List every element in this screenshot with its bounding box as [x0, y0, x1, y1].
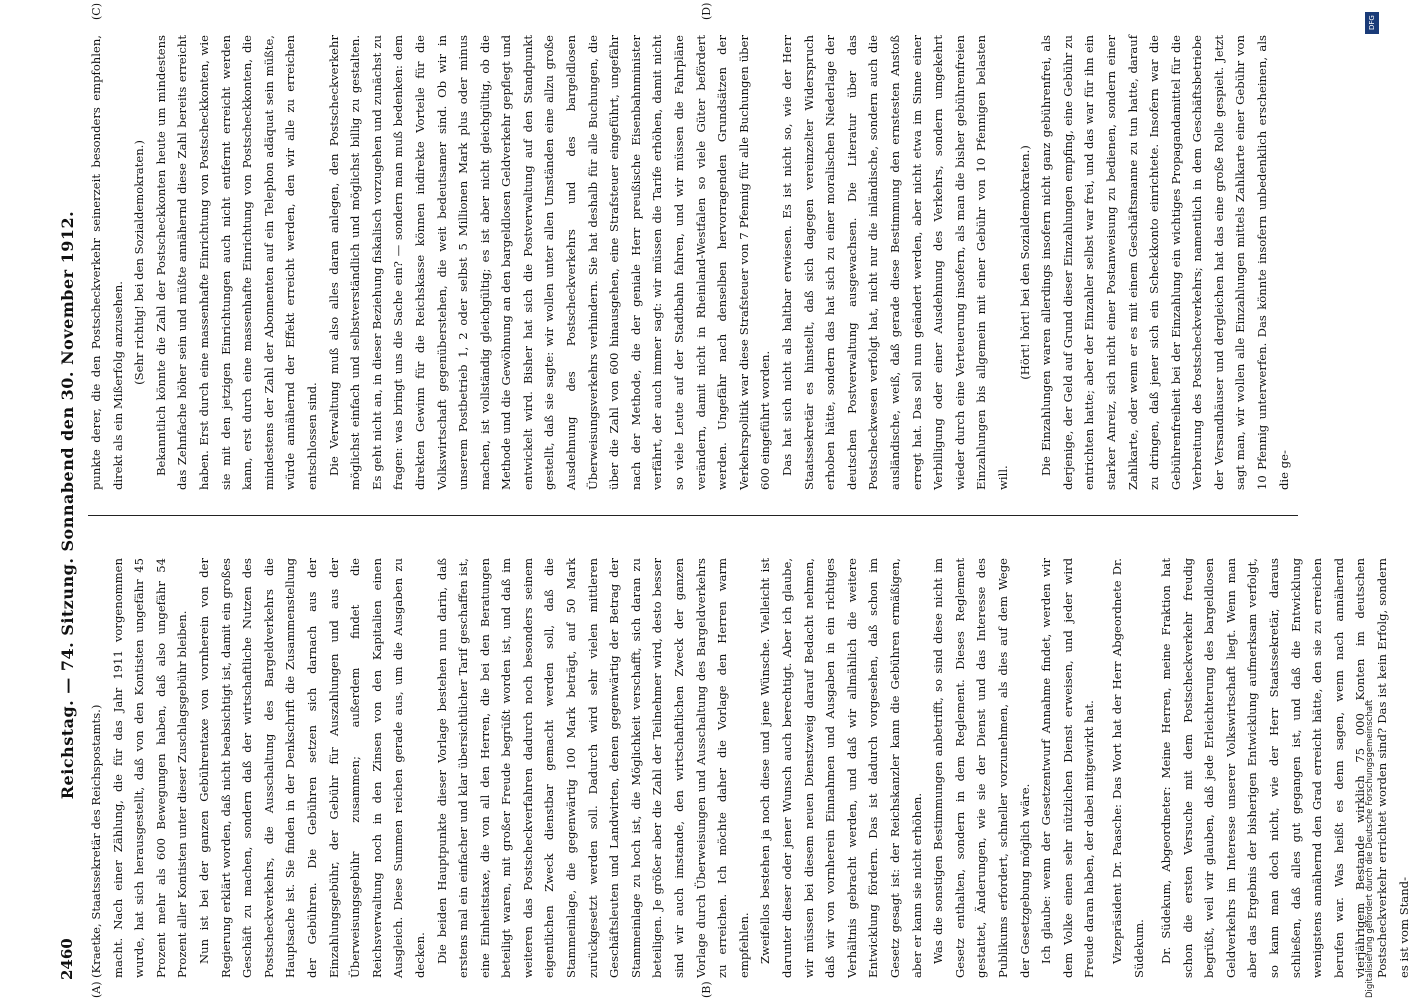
interjection: (Hört! hört! bei den Sozialdemokraten.)	[1017, 145, 1032, 380]
right-column	[86, 35, 1295, 490]
paragraph: Zweifellos bestehen ja noch diese und jene Wünsche. Vielleicht ist darunter dieser oder jener Wunsch auch berechtigt. Aber ich glaube, wir müssen bei diesem neuen Dienstzweig darauf Bedacht nehmen, daß wir von vornherein Einnahmen und Ausgaben in ein richtiges Verhältnis gebracht werden, und daß wir allmählich die weitere Entwicklung fördern. Das ist dadurch vorgesehen, daß schon im Gesetz gesagt ist: der Reichskanzler kann die Gebühren ermäßigen, aber er kann sie nicht erhöhen.	[758, 558, 924, 978]
page-header	[58, 30, 82, 980]
paragraph: Ich glaube: wenn der Gesetzentwurf Annahme findet, werden wir dem Volke einen sehr nützlichen Dienst erweisen, und jeder wird Freude daran haben, der dabei mitgewirkt hat.	[1039, 558, 1097, 978]
credit-text: Digitalisierung gefördert durch die Deutsche Forschungsgemeinschaft	[1365, 699, 1375, 998]
speaker-note: (Kraetke, Staatssekretär des Reichspostamts.)	[89, 704, 103, 978]
paragraph: Dr. Südekum, Abgeordneter: Meine Herren, meine Fraktion hat schon die ersten Versuche mit dem Postscheckverkehr freudig begrüßt, weil wir glauben, daß jede Erleichterung des bargeldlosen Geldverkehrs im Interesse unserer Volkswirtschaft liegt. Wenn man aber das Ergebnis der bisherigen Entwicklung aufmerksam verfolgt, so kann man doch nicht, wie der Herr Staatssekretär, daraus schließen, daß alles gut gegangen ist, und daß die Entwicklung wenigstens annähernd den Grad erreicht hätte, den sie zu erreichen berufen war. Was heißt es denn sagen, wenn nach annähernd vierjährigem Bestande wirklich 75 000 Konten im deutschen Postscheckverkehr errichtet worden sind? Das ist kein Erfolg, sondern es ist vom Stand-	[1159, 558, 1411, 978]
paragraph: macht. Nach einer Zählung, die für das Jahr 1911 vorgenommen wurde, hat sich herausgestellt, daß von den Kontisten ungefähr 45 Prozent mehr als 600 Bewegungen haben, daß also ungefähr 54 Prozent aller Kontisten unter dieser Zuschlagsgebühr bleiben.	[110, 558, 190, 978]
paragraph: Was die sonstigen Bestimmungen anbetrifft, so sind diese nicht im Gesetz enthalten, sondern in dem Reglement. Dieses Reglement gestattet, Änderungen, wie sie der Dienst und das Interesse des Publikums erfordert, schneller vorzunehmen, als dies auf dem Wege der Gesetzgebung möglich wäre.	[931, 558, 1032, 978]
margin-marker-a: (A)	[90, 981, 103, 998]
margin-marker-d: (D)	[700, 2, 713, 20]
page-number: 2460	[58, 938, 76, 980]
interjection: (Sehr richtig! bei den Sozialdemokraten.)	[132, 140, 147, 385]
margin-marker-c: (C)	[90, 3, 103, 20]
paragraph: Nun ist bei der ganzen Gebührentaxe von vornherein von der Regierung erklärt worden, daß nicht beabsichtigt ist, damit ein großes Geschäft zu machen, sondern daß der wirtschaftliche Nutzen des Postscheckverkehrs, die Ausschaltung des Bargeldverkehrs die Hauptsache ist. Sie finden in der Denkschrift die Zusammenstellung der Gebühren. Die Gebühren setzen sich darnach aus der Einzahlungsgebühr, der Gebühr für Auszahlungen und aus der Überweisungsgebühr zusammen; außerdem findet die Reichsverwaltung noch in den Zinsen von den Kapitalien einen Ausgleich. Diese Summen reichen gerade aus, um die Ausgaben zu decken.	[196, 558, 427, 978]
paragraph: Die Verwaltung muß also alles daran anlegen, den Postscheckverkehr möglichst einfach und selbstverständlich und möglichst billig zu gestalten. Es geht nicht an, in dieser Beziehung fiskalisch vorzugehen und zunächst zu fragen: was bringt uns die Sache ein? — sondern man muß bedenken: dem direkten Gewinn für die Reichskasse können indirekte Vorteile für die Volkswirtschaft gegenüberstehen, die weit bedeutsamer sind. Ob wir in unserem Postbetrieb 1, 2 oder selbst 5 Millionen Mark plus oder minus machen, ist vollständig gleichgültig; es ist aber nicht gleichgültig, ob die Methode und die Gewöhnung an den bargeldlosen Geldverkehr gepflegt und entwickelt wird. Bisher hat sich die Postverwaltung auf den Standpunkt gestellt, daß sie sagte: wir wollen unter allen Umständen eine allzu große Ausdehnung des Postscheckverkehrs und des bargeldlosen Überweisungsverkehrs verhindern. Sie hat deshalb für alle Buchungen, die über die Zahl von 600 hinausgehen, eine Strafsteuer eingeführt, ungefähr nach der Methode, die der geniale Herr preußische Eisenbahnminister verfährt, der auch immer sagt: wir müssen die Tarife erhöhen, damit nicht so viele Leute auf der Stadtbahn fahren, und wir müssen die Fahrpläne verändern, damit nicht in Rheinland-Westfalen so viele Güter befördert werden. Ungefähr nach denselben hervorragenden Grundsätzen der Verkehrspolitik war diese Strafsteuer von 7 Pfennig für alle Buchungen über 600 eingeführt worden.	[326, 35, 773, 490]
paragraph: punkte derer, die den Postscheckverkehr seinerzeit besonders empfohlen, direkt als ein Mißerfolg anzusehen.	[89, 35, 125, 490]
digitization-credit	[1365, 12, 1379, 1002]
paragraph: Die beiden Hauptpunkte dieser Vorlage bestehen nun darin, daß erstens mal ein einfacher und klar übersichtlicher Tarif geschaffen ist, eine Einheitstaxe, die von all den Herren, die bei den Beratungen beteiligt waren, mit großer Freude begrüßt worden ist, und daß im weiteren das Postscheckverfahren dadurch noch besonders seinem eigentlichen Zweck dienstbar gemacht werden soll, daß die Stammeinlage, die gegenwärtig 100 Mark beträgt, auf 50 Mark zurückgesetzt werden soll. Dadurch wird sehr vielen mittleren Geschäftsleuten und Landwirten, denen gegenwärtig der Betrag der Stammeinlage zu hoch ist, die Möglichkeit verschafft, sich daran zu beteiligen. Je größer aber die Zahl der Teilnehmer wird, desto besser sind wir auch imstande, den wirtschaftlichen Zweck der ganzen Vorlage durch Überweisungen und Ausschaltung des Bargeldverkehrs zu erreichen. Ich möchte daher die Vorlage den Herren warm empfehlen.	[434, 558, 751, 978]
paragraph: Die Einzahlungen waren allerdings insofern nicht ganz gebührenfrei, als derjenige, der Geld auf Grund dieser Einzahlungen empfing, eine Gebühr zu entrichten hatte; aber der Einzahler selbst war frei, und das war für ihn ein starker Anreiz, sich nicht einer Postanweisung zu bedienen, sondern einer Zahlkarte, oder wenn er es mit einem Geschäftsmanne zu tun hatte, darauf zu dringen, daß jener sich ein Scheckkonto einrichtete. Insofern war die Gebührenfreiheit bei der Einzahlung ein wichtiges Propagandamittel für die Verbreitung des Postscheckverkehrs; namentlich in dem Geschäftsbetriebe der Versandhäuser und dergleichen hat das eine große Rolle gespielt. Jetzt sagt man, wir wollen alle Einzahlungen mittels Zahlkarte einer Gebühr von 10 Pfennig unterwerfen. Das könnte insofern unbedenklich erscheinen, als die ge-	[1039, 35, 1291, 490]
speaker-intro: Vizepräsident Dr. Paasche: Das Wort hat der Herr Abgeordnete Dr. Südekum.	[1109, 558, 1146, 978]
page-title: Reichstag. — 74. Sitzung. Sonnabend den 30. November 1912.	[58, 210, 77, 800]
paragraph: Bekanntlich könnte die Zahl der Postscheckkonten heute um mindestens das Zehnfache höher sein und müßte annähernd diese Zahl bereits erreicht haben. Erst durch eine massenhafte Einrichtung von Postscheckkonten, wie sie mit den jetzigen Einrichtungen auch nicht entfernt erreicht werden kann, erst durch eine massenhafte Einrichtung von Postscheckkonten, die mindestens der Zahl der Abonnenten auf ein Telephon adäquat sein müßte, würde annähernd der Effekt erreicht werden, den wir alle zu erreichen entschlossen sind.	[153, 35, 319, 490]
left-column	[86, 558, 1415, 978]
dfg-badge: DFG	[1365, 12, 1379, 34]
paragraph: Das hat sich nicht als haltbar erwiesen. Es ist nicht so, wie der Herr Staatssekretär es hinstellt, daß sich dagegen vereinzelter Widerspruch erhoben hätte, sondern das hat sich zu einer moralischen Niederlage der deutschen Postverwaltung ausgewachsen. Die Literatur über das Postscheckwesen verfolgt hat, nicht nur die inländische, sondern auch die ausländische, weiß, daß gerade diese Bestimmung den ernstesten Anstoß erregt hat. Das soll nun geändert werden, aber nicht etwa im Sinne einer Verbilligung oder einer Ausdehnung des Verkehrs, sondern umgekehrt wieder durch eine Verteuerung insofern, als man die bisher gebührenfreien Einzahlungen bis allgemein mit einer Gebühr von 10 Pfennigen belasten will.	[780, 35, 1010, 490]
margin-marker-b: (B)	[700, 981, 713, 998]
column-divider	[88, 515, 1298, 516]
